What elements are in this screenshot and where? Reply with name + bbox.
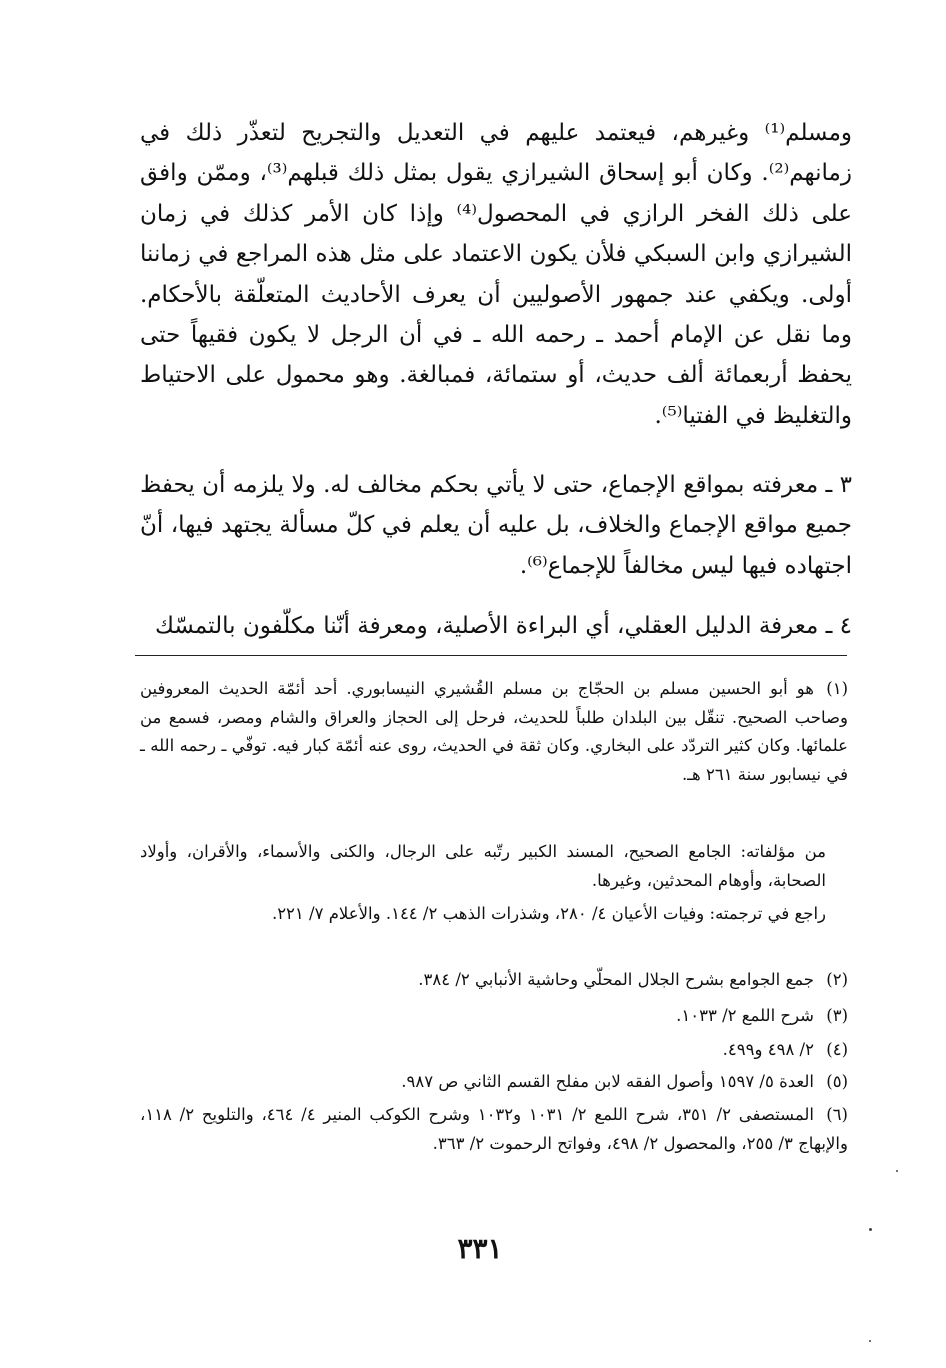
- footnote-text: المستصفى ٢/ ٣٥١، شرح اللمع ٢/ ١٠٣١ و١٠٣٢ وشرح الكوكب المنير ٤/ ٤٦٤، والتلويح ٢/ ١١٨، والإبهاج ٣/ ٢٥٥، والمحصول ٢/ ٤٩٨، وفواتح الرحموت ٢/ ٣٦٣.: [140, 1105, 848, 1153]
- footnote-number: (٤): [826, 1040, 848, 1059]
- footnote-text: هو أبو الحسين مسلم بن الحجّاج بن مسلم القُشيري النيسابوري. أحد أئمّة الحديث المعروفين وصاحب الصحيح. تنقّل بين البلدان طلباً للحديث، فرحل إلى الحجاز والعراق والشام ومصر، فسمع من علمائها. وكان كثير التردّد على البخاري. وكان ثقة في الحديث، روى عنه أئمّة كبار فيه. توفّي ـ رحمه الله ـ في نيسابور سنة ٢٦١ هـ.: [140, 679, 848, 784]
- scan-speck: [869, 1340, 871, 1342]
- footnote-number: (٦): [826, 1105, 848, 1124]
- footnote-6: [140, 1101, 848, 1158]
- footnote-1-works: [140, 838, 884, 895]
- footnote-text: راجع في ترجمته: وفيات الأعيان ٤/ ٢٨٠، وشذرات الذهب ٢/ ١٤٤. والأعلام ٧/ ٢٢١.: [271, 904, 826, 923]
- footnote-number: (٥): [826, 1072, 848, 1091]
- body-paragraph-3: [140, 606, 852, 646]
- paragraph-text: ٣ ـ معرفته بمواقع الإجماع، حتى لا يأتي بحكم مخالف له. ولا يلزمه أن يحفظ جميع مواقع الإجماع والخلاف، بل عليه أن يعلم في كلّ مسألة يجتهد فيها، أنّ اجتهاده فيها ليس مخالفاً للإجماع⁽⁶⁾.: [140, 472, 852, 579]
- footnote-text: من مؤلفاته: الجامع الصحيح، المسند الكبير رتّبه على الرجال، والكنى والأسماء، والأقران، وأولاد الصحابة، وأوهام المحدثين، وغيرها.: [140, 842, 826, 890]
- footnote-number: (١): [826, 679, 848, 698]
- scan-speck: [869, 1228, 872, 1231]
- paragraph-text: ومسلم⁽¹⁾ وغيرهم، فيعتمد عليهم في التعديل والتجريح لتعذّر ذلك في زمانهم⁽²⁾. وكان أبو إسحاق الشيرازي يقول بمثل ذلك قبلهم⁽³⁾، وممّن وافق على ذلك الفخر الرازي في المحصول⁽⁴⁾ وإذا كان الأمر كذلك في زمان الشيرازي وابن السبكي فلأن يكون الاعتماد على مثل هذه المراجع في زماننا أولى. ويكفي عند جمهور الأصوليين أن يعرف الأحاديث المتعلّقة بالأحكام. وما نقل عن الإمام أحمد ـ رحمه الله ـ في أن الرجل لا يكون فقيهاً حتى يحفظ أربعمائة ألف حديث، أو ستمائة، فمبالغة. وهو محمول على الاحتياط والتغليظ في الفتيا⁽⁵⁾.: [140, 120, 852, 429]
- body-paragraph-2: [140, 465, 852, 586]
- footnote-1-references: [140, 900, 884, 929]
- footnote-text: العدة ٥/ ١٥٩٧ وأصول الفقه لابن مفلح القسم الثاني ص ٩٨٧.: [401, 1072, 814, 1091]
- footnote-number: (٣): [826, 1006, 848, 1025]
- footnote-1: [140, 675, 848, 789]
- scan-speck: [896, 1170, 898, 1172]
- footnote-text: شرح اللمع ٢/ ١٠٣٣.: [676, 1006, 814, 1025]
- footnote-text: جمع الجوامع بشرح الجلال المحلّي وحاشية الأنبابي ٢/ ٣٨٤.: [418, 970, 814, 989]
- footnote-3: [140, 1002, 848, 1031]
- page-number: ٣٣١: [457, 1232, 503, 1265]
- body-paragraph-1: [140, 113, 852, 436]
- footnote-5: [140, 1068, 848, 1097]
- paragraph-text: ٤ ـ معرفة الدليل العقلي، أي البراءة الأصلية، ومعرفة أنّنا مكلّفون بالتمسّك: [154, 613, 852, 639]
- footnote-separator: [135, 655, 847, 656]
- footnote-text: ٢/ ٤٩٨ و٤٩٩.: [722, 1040, 814, 1059]
- footnote-2: [140, 966, 848, 995]
- footnote-4: [140, 1036, 848, 1065]
- footnote-number: (٢): [826, 970, 848, 989]
